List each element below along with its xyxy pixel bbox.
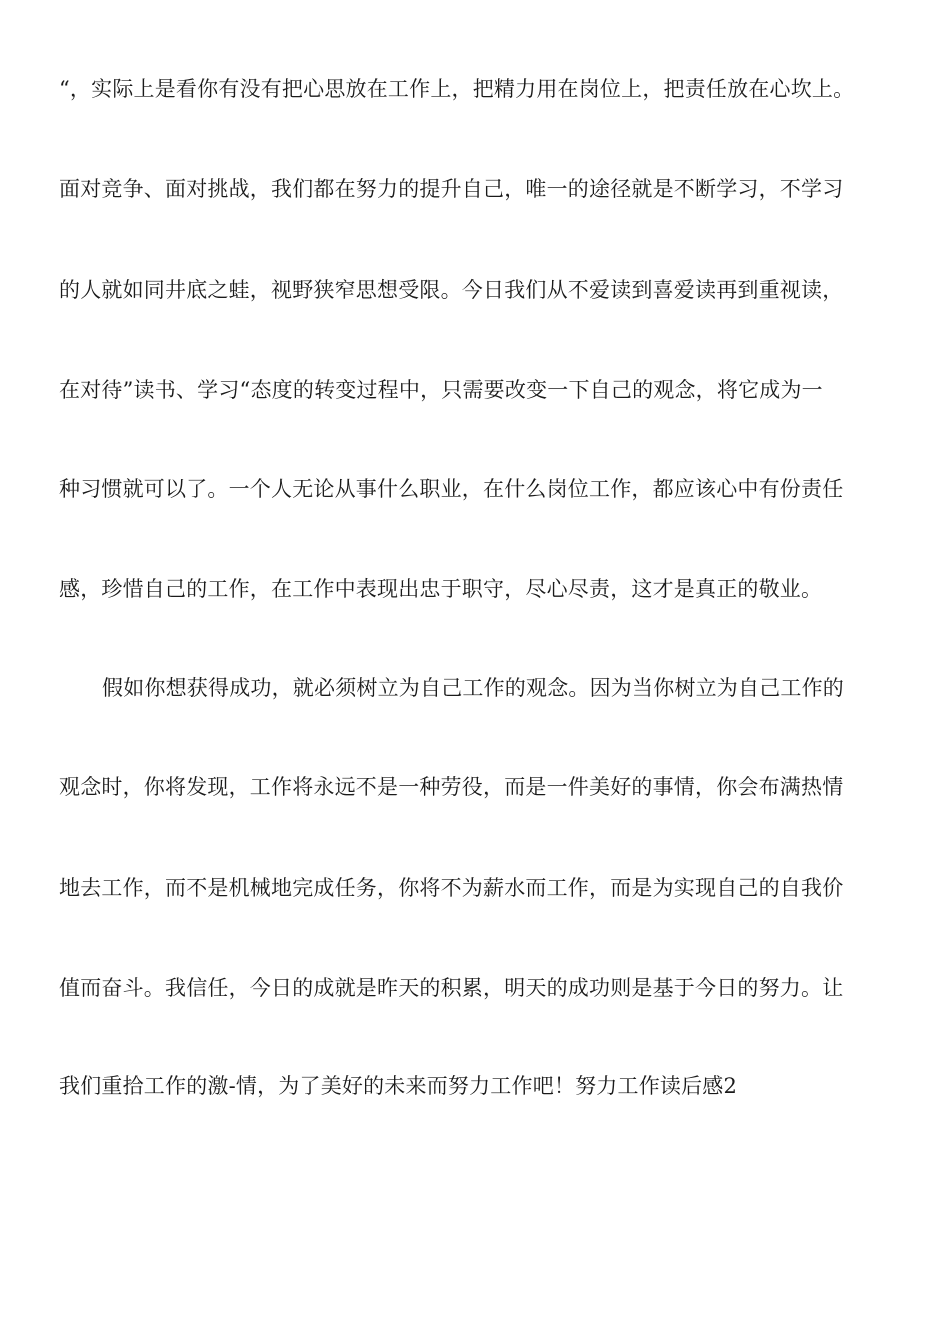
text-line-9: 地去工作，而不是机械地完成任务，你将不为薪水而工作，而是为实现自己的自我价 [59,876,844,900]
text-line-2: 面对竞争、面对挑战，我们都在努力的提升自己，唯一的途径就是不断学习，不学习 [59,177,844,201]
text-line-8: 观念时，你将发现，工作将永远不是一种劳役，而是一件美好的事情，你会布满热情 [59,775,844,799]
text-line-1: “，实际上是看你有没有把心思放在工作上，把精力用在岗位上，把责任放在心坎上。 [59,77,855,101]
text-line-3: 的人就如同井底之蛙，视野狭窄思想受限。今日我们从不爱读到喜爱读再到重视读， [59,278,844,302]
text-line-4: 在对待”读书、学习“态度的转变过程中，只需要改变一下自己的观念，将它成为一 [59,378,823,402]
text-line-7: 假如你想获得成功，就必须树立为自己工作的观念。因为当你树立为自己工作的 [102,676,844,700]
text-line-11: 我们重拾工作的激-情，为了美好的未来而努力工作吧！努力工作读后感2 [59,1074,738,1098]
text-line-5: 种习惯就可以了。一个人无论从事什么职业，在什么岗位工作，都应该心中有份责任 [59,477,844,501]
text-line-6: 感，珍惜自己的工作，在工作中表现出忠于职守，尽心尽责，这才是真正的敬业。 [59,577,823,601]
text-line-10: 值而奋斗。我信任，今日的成就是昨天的积累，明天的成功则是基于今日的努力。让 [59,976,844,1000]
